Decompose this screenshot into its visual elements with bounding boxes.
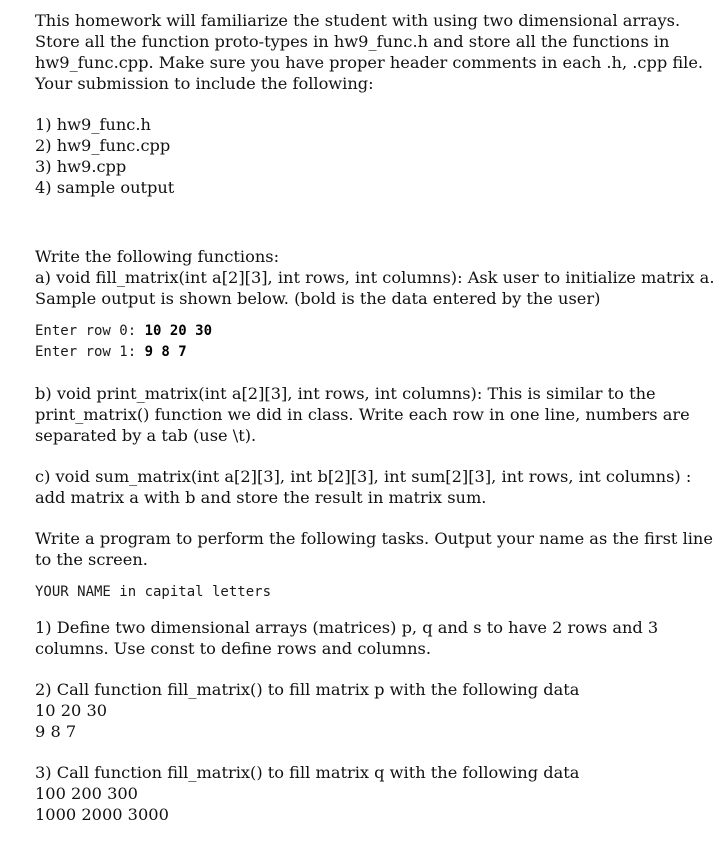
task-3-data-row-2: 1000 2000 3000 [35, 805, 169, 824]
sample-output-row [35, 321, 705, 342]
func-c-line-1: c) void sum_matrix(int a[2][3], int b[2][3], int sum[2][3], int rows, int columns) : [35, 467, 692, 486]
name-output-code: YOUR NAME in capital letters [35, 584, 272, 600]
task-3-data-row-1: 100 200 300 [35, 784, 138, 803]
list-item: 1) hw9_func.h [35, 115, 151, 134]
prompt-text: Enter row 0: [35, 323, 145, 339]
intro-line-3: hw9_func.cpp. Make sure you have proper header comments in each .h, .cpp file. [35, 53, 704, 72]
list-item: 4) sample output [35, 178, 175, 197]
program-line-2: to the screen. [35, 550, 148, 569]
task-2-data-row-2: 9 8 7 [35, 722, 77, 741]
prompt-text: Enter row 1: [35, 344, 145, 360]
list-item: 2) hw9_func.cpp [35, 136, 171, 155]
sample-output [35, 321, 705, 363]
task-2-line-1: 2) Call function fill_matrix() to fill matrix p with the following data [35, 680, 580, 699]
list-item: 3) hw9.cpp [35, 157, 127, 176]
functions-heading: Write the following functions: [35, 247, 280, 266]
func-a-line-1: a) void fill_matrix(int a[2][3], int rows, int columns): Ask user to initialize matrix a. [35, 268, 715, 287]
func-b-line-2: print_matrix() function we did in class. Write each row in one line, numbers are [35, 405, 690, 424]
user-input-text: 9 8 7 [144, 344, 187, 360]
intro-line-1: This homework will familiarize the student with using two dimensional arrays. [35, 11, 681, 30]
intro-line-2: Store all the function proto-types in hw9_func.h and store all the functions in [35, 32, 670, 51]
submission-list [35, 114, 705, 198]
task-1-line-1: 1) Define two dimensional arrays (matrices) p, q and s to have 2 rows and 3 [35, 618, 659, 637]
func-c-line-2: add matrix a with b and store the result in matrix sum. [35, 488, 487, 507]
sample-output-row [35, 342, 705, 363]
func-b-line-1: b) void print_matrix(int a[2][3], int rows, int columns): This is similar to the [35, 384, 656, 403]
task-1-line-2: columns. Use const to define rows and columns. [35, 639, 431, 658]
program-line-1: Write a program to perform the following tasks. Output your name as the first line [35, 529, 713, 548]
task-3-line-1: 3) Call function fill_matrix() to fill matrix q with the following data [35, 763, 580, 782]
func-a-line-2: Sample output is shown below. (bold is the data entered by the user) [35, 289, 601, 308]
user-input-text: 10 20 30 [144, 323, 213, 339]
func-b-line-3: separated by a tab (use \t). [35, 426, 257, 445]
intro-line-4: Your submission to include the following: [35, 74, 374, 93]
task-2-data-row-1: 10 20 30 [35, 701, 108, 720]
homework-document [35, 10, 715, 825]
